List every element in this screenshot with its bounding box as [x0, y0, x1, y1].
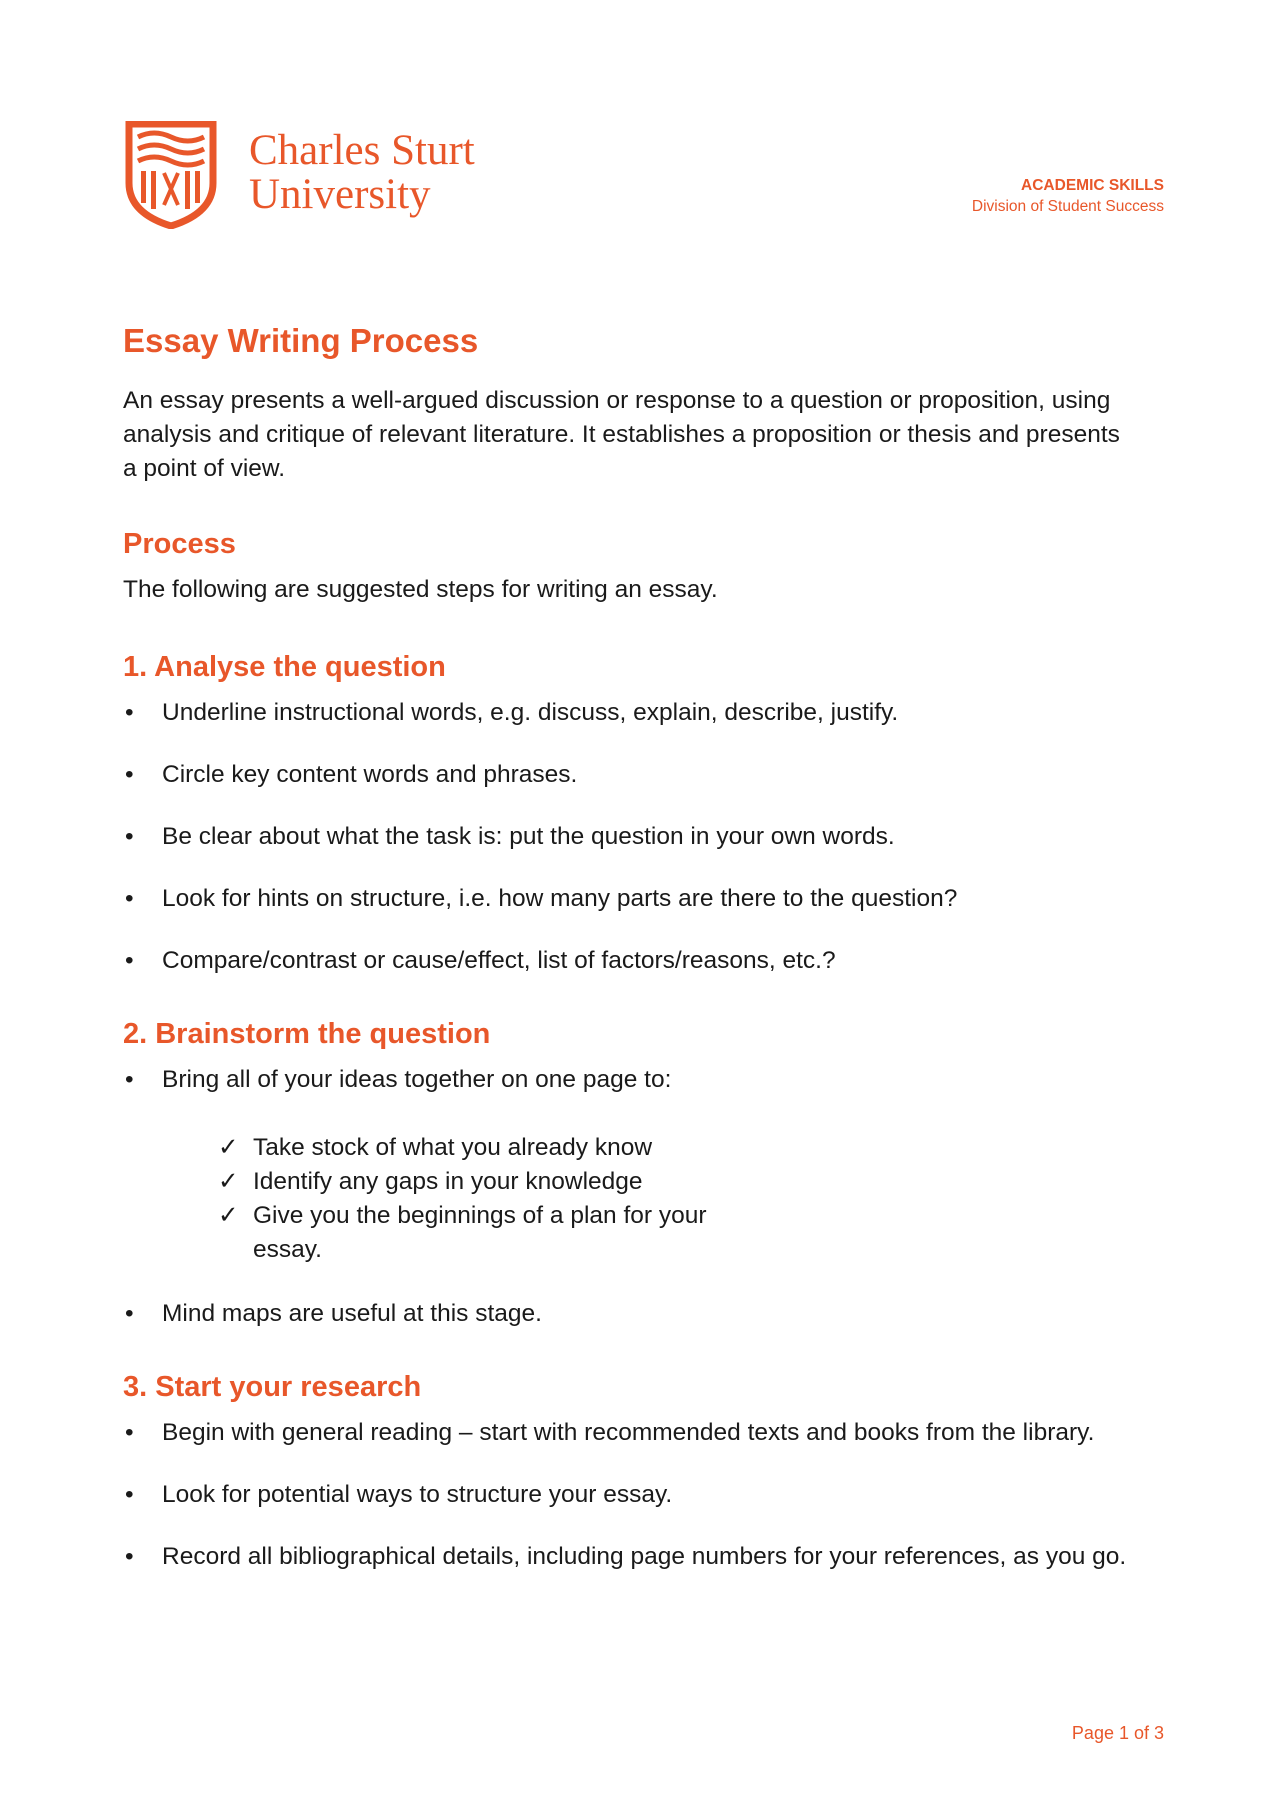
list-item: • Bring all of your ideas together on one page to: — [123, 1063, 1163, 1097]
list-item: • Underline instructional words, e.g. discuss, explain, describe, justify. — [123, 696, 1163, 730]
department-subtitle: Division of Student Success — [971, 198, 1164, 215]
brainstorm-list-2 — [123, 1297, 1163, 1359]
department-header — [972, 175, 1164, 217]
checkmark-icon: ✓ — [218, 1134, 239, 1161]
section-heading-research: 3. Start your research — [123, 1371, 422, 1403]
research-list — [123, 1416, 1163, 1602]
check-item — [123, 1199, 763, 1267]
check-item-text: Identify any gaps in your knowledge — [253, 1168, 643, 1195]
list-item: • Circle key content words and phrases. — [123, 758, 1163, 792]
list-item: • Look for hints on structure, i.e. how many parts are there to the question? — [123, 882, 1163, 916]
check-item-text: Take stock of what you already know — [253, 1134, 653, 1161]
page-number: Page 1 of 3 — [1071, 1723, 1164, 1743]
check-item — [123, 1131, 763, 1165]
logo-line-2: University — [249, 171, 431, 218]
checkmark-icon: ✓ — [218, 1168, 239, 1195]
section-heading-analyse: 1. Analyse the question — [123, 651, 446, 683]
university-name — [249, 129, 475, 217]
check-item — [123, 1165, 763, 1199]
check-item-text: Give you the beginnings of a plan for your essay. — [253, 1202, 707, 1263]
list-item: • Record all bibliographical details, including page numbers for your references, as you go. — [123, 1540, 1163, 1574]
checkmark-icon: ✓ — [218, 1202, 239, 1229]
list-item: • Look for potential ways to structure your essay. — [123, 1478, 1163, 1512]
department-title: ACADEMIC SKILLS — [1021, 177, 1164, 194]
brainstorm-list — [123, 1063, 1163, 1125]
shield-emblem-icon — [124, 121, 218, 229]
list-item: • Mind maps are useful at this stage. — [123, 1297, 1163, 1331]
brainstorm-checklist — [123, 1131, 763, 1267]
university-logo — [124, 121, 524, 233]
analyse-list — [123, 696, 1163, 1006]
logo-line-1: Charles Sturt — [249, 127, 475, 174]
page-title: Essay Writing Process — [123, 322, 479, 359]
list-item: • Compare/contrast or cause/effect, list of factors/reasons, etc.? — [123, 944, 1163, 978]
list-item: • Begin with general reading – start with recommended texts and books from the library. — [123, 1416, 1163, 1450]
section-heading-brainstorm: 2. Brainstorm the question — [123, 1018, 491, 1050]
process-heading: Process — [123, 528, 236, 560]
list-item: • Be clear about what the task is: put the question in your own words. — [123, 820, 1163, 854]
process-text: The following are suggested steps for writing an essay. — [123, 576, 718, 603]
intro-paragraph: An essay presents a well-argued discussion or response to a question or proposition, using analysis and critique of relevant literature. It establishes a proposition or thesis and presents a point of view. — [123, 387, 1120, 482]
